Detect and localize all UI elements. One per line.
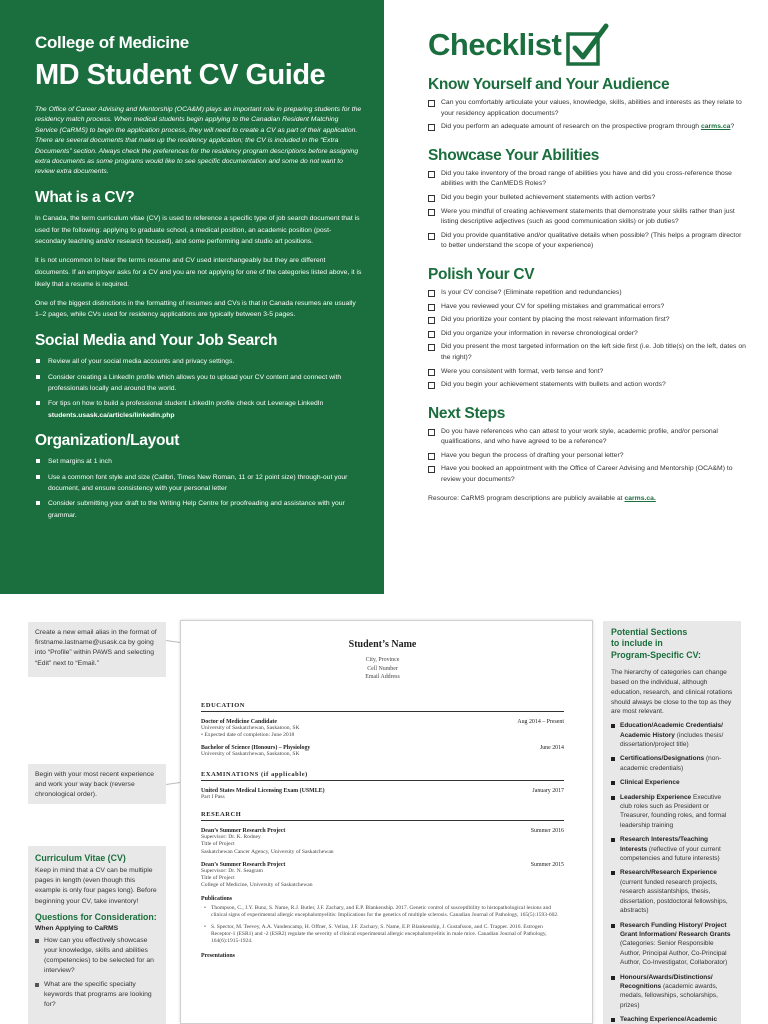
- what-is-cv-paragraph: One of the biggest distinctions in the formatting of resumes and CVs is that in Canada resumes are usually 1–2 pages, while CVs used for residency applications are typically between 3-5 pages.: [35, 299, 356, 319]
- checkbox[interactable]: [428, 466, 435, 473]
- linkedin-tip-text: For tips on how to build a professional student LinkedIn profile check out Leverage LinkedIn: [48, 400, 324, 408]
- cv-student-name: Student’s Name: [348, 639, 417, 650]
- list-item: Review all of your social media accounts and privacy settings.: [35, 356, 362, 367]
- checklist-item: Were you mindful of creating achievement statements that demonstrate your skills rather than just listing descriptive adjectives (such as good communication skills) or job duties?: [428, 207, 748, 228]
- cv-contact-line: Email Address: [365, 674, 400, 681]
- cv-entry: [201, 745, 564, 758]
- list-item: Set margins at 1 inch: [35, 456, 362, 467]
- checkbox[interactable]: [428, 290, 435, 297]
- checklist-item: Did you perform an adequate amount of research on the prospective program through carms.ca?: [428, 122, 748, 133]
- list-item: Research Interests/Teaching Interests (reflective of your current competencies and future interests): [611, 835, 734, 863]
- cv-entry-date: Summer 2016: [530, 827, 564, 834]
- cv-info-panel: [28, 846, 166, 1024]
- cv-section-heading: EDUCATION: [201, 702, 564, 712]
- section-heading: Showcase Your Abilities: [428, 146, 600, 164]
- cv-publications-heading: Publications: [201, 895, 233, 902]
- carms-resource-link[interactable]: carms.ca.: [624, 494, 656, 502]
- checklist-item: Have you begun the process of drafting your personal letter?: [428, 451, 748, 462]
- checklist-title-row: [428, 22, 748, 68]
- questions-list: [35, 936, 159, 1010]
- checkbox[interactable]: [428, 382, 435, 389]
- page-title: MD Student CV Guide: [35, 59, 326, 91]
- cv-heading: Curriculum Vitae (CV): [35, 853, 126, 863]
- checkbox[interactable]: [428, 124, 435, 131]
- checklist-item: Were you consistent with format, verb tense and font?: [428, 367, 748, 378]
- checklist-item: Did you take inventory of the broad range of abilities you have and did you cross-reference those abilities with the CanMEDS Roles?: [428, 169, 748, 190]
- checkbox[interactable]: [428, 304, 435, 311]
- checklist-item: Have you booked an appointment with the Office of Career Advising and Mentorship (OCA&M) to review your documents?: [428, 464, 748, 485]
- cv-publication: • Thompson, C., J.Y. Bunz, S. Name, R.J. Butler, J.F. Zachary, and E.P. Blankenship. 2017. Genetic control of susceptibility to histopathological lesions and clinical signs of experimental allergic encephalomyelitis: Implications for the genetics of multiple sclerosis. Canadian Journal of Pathology, 165(5):1593-602.: [201, 905, 564, 919]
- cv-entry-date: January 2017: [532, 787, 564, 794]
- sections-list: [611, 721, 734, 1024]
- checkbox-checkmark-icon: [565, 22, 611, 68]
- checklist-item: Do you have references who can attest to your work style, academic profile, and/or personal qualifications, and who have agreed to be a reference?: [428, 427, 748, 448]
- list-item: What are the specific specialty keywords that programs are looking for?: [35, 980, 159, 1011]
- checklist: [428, 22, 748, 516]
- social-media-heading: Social Media and Your Job Search: [35, 332, 278, 350]
- checklist-item: Did you begin your bulleted achievement statements with action verbs?: [428, 193, 748, 204]
- checkbox[interactable]: [428, 209, 435, 216]
- section-heading: Next Steps: [428, 404, 506, 422]
- checklist-title: Checklist: [428, 27, 562, 62]
- cv-entry-title: Dean’s Summer Research Project: [201, 861, 286, 868]
- checklist-item: Did you provide quantitative and/or qualitative details when possible? (This helps a program director to better understand the scope of your experience): [428, 231, 748, 252]
- cv-entry-line: Title of Project: [201, 875, 235, 882]
- checklist-section-know: [428, 76, 748, 133]
- cv-presentations-heading: Presentations: [201, 953, 235, 960]
- list-item: Clinical Experience: [611, 778, 734, 787]
- what-is-cv-paragraph: It is not uncommon to hear the terms resume and CV used interchangeably but they are different documents. If an employer asks for a CV and you are not applying for one of the categories listed above, it is likely that a resume is required.: [35, 257, 362, 288]
- panel-heading-line: to include in: [611, 638, 663, 649]
- checkbox[interactable]: [428, 369, 435, 376]
- list-item: Certifications/Designations (non-academic credentials): [611, 754, 734, 773]
- cv-entry-line: College of Medicine, University of Saskatchewan: [201, 882, 313, 889]
- checklist-section-showcase: [428, 147, 748, 252]
- sample-cv-document: [180, 620, 593, 1024]
- cv-entry-line: University of Saskatchewan, Saskatoon, SK: [201, 724, 300, 731]
- cv-entry: [201, 828, 564, 856]
- checkbox[interactable]: [428, 100, 435, 107]
- intro-panel: [0, 0, 384, 594]
- checklist-item: Can you comfortably articulate your values, knowledge, skills, abilities and interests as they relate to your residency application documents?: [428, 98, 748, 119]
- cv-entry-date: Aug 2014 – Present: [517, 718, 564, 725]
- cv-paragraph: Keep in mind that a CV can be multiple pages in length (even though this example is only four pages long). Before beginning your CV, take inventory!: [35, 867, 157, 905]
- list-item: Use a common font style and size (Calibri, Times New Roman, 11 or 12 point size) through-out your document, and ensure consistency with your personal letter: [35, 472, 362, 495]
- cv-entry: [201, 719, 564, 740]
- section-heading: Polish Your CV: [428, 265, 535, 283]
- email-note: Create a new email alias in the format of firstname.lastname@usask.ca by going into “Profile” within PAWS and selecting “Edit” next to “Email.”: [28, 622, 166, 677]
- checkbox[interactable]: [428, 331, 435, 338]
- cv-entry-title: Dean’s Summer Research Project: [201, 827, 286, 834]
- cv-entry: [201, 862, 564, 890]
- panel-paragraph: The hierarchy of categories can change based on the individual, although education, research, and clinical rotations should always be close to the top as they are most relevant.: [611, 669, 733, 716]
- checkbox[interactable]: [428, 453, 435, 460]
- list-item: Teaching Experience/Academic: [611, 1015, 734, 1024]
- what-is-cv-paragraph: In Canada, the term curriculum vitae (CV) is used to reference a specific type of job search document that is used for the following: applying to graduate school, a medical position, an academic position (post-secondary teaching and/or research focused), and some performing and studio art positions.: [35, 214, 360, 246]
- linkedin-link[interactable]: students.usask.ca/articles/linkedin.php: [48, 411, 175, 419]
- organization-heading: Organization/Layout: [35, 432, 180, 450]
- cv-entry-line: Supervisor: Dr. N. Seagram: [201, 867, 263, 874]
- list-item: Research Funding History/ Project Grant Information/ Research Grants (Categories: Senior Responsible Author, Principal Author, Co-Principal Author, Co-Investigator, Collaborator): [611, 921, 734, 968]
- list-item: Consider submitting your draft to the Writing Help Centre for proofreading and assistance with your grammar.: [35, 498, 362, 521]
- cv-entry-line: • Expected date of completion: June 2018: [201, 732, 295, 739]
- checklist-item: Is your CV concise? (Eliminate repetition and redundancies): [428, 288, 748, 299]
- cv-entry-date: Summer 2015: [530, 861, 564, 868]
- list-item: Research/Research Experience (current funded research projects, research assistantships, thesis, dissertation, postdoctoral fellowships, abstracts): [611, 868, 734, 915]
- list-item: Honours/Awards/Distinctions/ Recognitions (academic awards, medals, fellowships, scholarships, prizes): [611, 973, 734, 1011]
- cv-entry-date: June 2014: [539, 745, 564, 752]
- checklist-item: Have you reviewed your CV for spelling mistakes and grammatical errors?: [428, 302, 748, 313]
- cv-contact-line: Cell Number: [367, 665, 398, 672]
- what-is-cv-heading: What is a CV?: [35, 188, 135, 206]
- cv-entry: [201, 788, 564, 801]
- cv-entry-title: Bachelor of Science (Honours) – Physiology: [201, 745, 311, 752]
- intro-paragraph: The Office of Career Advising and Mentorship (OCA&M) plays an important role in preparing students for the residency match process. When medical students begin applying to the Canadian Resident Matching Service (CaRMS) to begin the application process, they will need to create a CV as part of their application. There are several documents that make up the residency application; the CV is included in the “Extra Documents” section. Always check the preferences for the residency program descriptions before assigning extra documents as some programs would like to see specific documentation and some do not want to review extra documents.: [35, 106, 362, 176]
- cv-entry-line: Title of Project: [201, 841, 235, 848]
- checklist-item: Did you present the most targeted information on the left side first (i.e. Job title(s) on the left, dates on the right)?: [428, 342, 748, 363]
- checkbox[interactable]: [428, 233, 435, 240]
- cv-contact-block: [201, 656, 564, 682]
- cv-entry-line: Part I Pass: [201, 793, 225, 800]
- cv-entry-line: University of Saskatchewan, Saskatoon, SK: [201, 751, 300, 758]
- organization-list: [35, 456, 362, 521]
- checkbox[interactable]: [428, 344, 435, 351]
- checklist-item: Did you begin your achievement statements with bullets and action words?: [428, 380, 748, 391]
- potential-sections-panel: [603, 621, 741, 1024]
- cv-publication: • S. Spector, M. Teevey, A.A. Vandencamp, H. Offner, S. Vellan, J.F. Zachary, S. Name, E.P. Blankenship, J. Gustafsson, and C. Trapper. 2016. Estrogen Receptor-1 (ESR1) and -2 (ESR2) regulate the severity of clinical experimental allergic encephalomyelitis in male mice. Canadian Journal of Pathology, 164(6):1915-1924.: [201, 924, 564, 945]
- college-name: College of Medicine: [35, 33, 189, 52]
- cv-entry-line: Saskatchewan Cancer Agency, University of Saskatchewan: [201, 848, 334, 855]
- cv-section-heading: EXAMINATIONS (if applicable): [201, 771, 564, 781]
- section-heading: Know Yourself and Your Audience: [428, 76, 670, 93]
- list-item: Consider creating a LinkedIn profile which allows you to upload your CV content and connect with professionals locally and around the world.: [35, 372, 362, 395]
- checkbox[interactable]: [428, 317, 435, 324]
- resource-line: Resource: CaRMS program descriptions are publicly available at carms.ca.: [428, 494, 656, 502]
- questions-subheading: When Applying to CaRMS: [35, 924, 119, 932]
- checklist-item: Did you organize your information in reverse chronological order?: [428, 329, 748, 340]
- panel-heading-line: Potential Sections: [611, 627, 688, 637]
- checklist-item: Did you prioritize your content by placing the most relevant information first?: [428, 315, 748, 326]
- list-item: Education/Academic Credentials/ Academic History (includes thesis/ dissertation/project title): [611, 721, 734, 749]
- checkbox[interactable]: [428, 171, 435, 178]
- questions-heading: Questions for Consideration:: [35, 911, 157, 922]
- cv-entry-title: United States Medical Licensing Exam (USMLE): [201, 787, 325, 794]
- checklist-section-next: [428, 405, 748, 502]
- panel-heading-line: Program-Specific CV:: [611, 649, 701, 660]
- checkbox[interactable]: [428, 195, 435, 202]
- cv-entry-line: Supervisor: Dr. K. Rodney: [201, 833, 261, 840]
- experience-note: Begin with your most recent experience and work your way back (reverse chronological order).: [28, 764, 166, 804]
- cv-section-heading: RESEARCH: [201, 811, 564, 821]
- list-item: How can you effectively showcase your knowledge, skills and abilities (competencies) to be selected for an interview?: [35, 936, 159, 977]
- carms-link[interactable]: carms.ca: [700, 123, 731, 131]
- checklist-section-polish: [428, 266, 748, 391]
- list-item: Leadership Experience Executive club roles such as President or Treasurer, founding roles, and formal leadership training: [611, 793, 734, 831]
- checkbox[interactable]: [428, 429, 435, 436]
- cv-entry-title: Doctor of Medicine Candidate: [201, 718, 277, 725]
- cv-contact-line: City, Province: [365, 657, 400, 663]
- social-media-list: [35, 356, 362, 421]
- list-item: [35, 398, 362, 421]
